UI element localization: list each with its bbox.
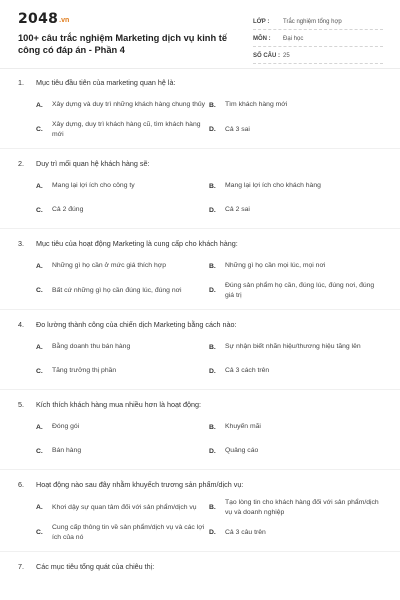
question-number: 1. bbox=[18, 78, 24, 87]
meta-value: Đại học bbox=[283, 35, 304, 42]
meta-label: SỐ CÂU : bbox=[253, 52, 280, 59]
answer-options bbox=[18, 257, 382, 300]
meta-label: LỚP : bbox=[253, 18, 270, 25]
answer-text: Bằng doanh thu bán hàng bbox=[52, 343, 131, 351]
answer-option-a[interactable] bbox=[36, 177, 209, 195]
answer-letter: C. bbox=[36, 206, 43, 214]
answer-text: Cả 2 sai bbox=[225, 206, 250, 214]
answer-option-b[interactable] bbox=[209, 418, 382, 436]
question-1 bbox=[0, 78, 400, 149]
question-number: 3. bbox=[18, 239, 24, 248]
document-meta bbox=[253, 14, 383, 65]
question-4 bbox=[0, 320, 400, 390]
question-text: Đo lường thành công của chiến dịch Marketing bằng cách nào: bbox=[36, 320, 237, 329]
answer-text: Quảng cáo bbox=[225, 447, 259, 455]
meta-count-row bbox=[253, 48, 383, 64]
answer-letter: A. bbox=[36, 343, 43, 351]
answer-letter: B. bbox=[209, 182, 216, 190]
answer-option-d[interactable] bbox=[209, 442, 382, 460]
answer-letter: B. bbox=[209, 423, 216, 431]
question-number: 2. bbox=[18, 159, 24, 168]
answer-letter: D. bbox=[209, 367, 216, 375]
answer-text: Những gì họ cần mọi lúc, mọi nơi bbox=[225, 262, 326, 270]
answer-letter: B. bbox=[209, 343, 216, 351]
answer-letter: C. bbox=[36, 529, 43, 536]
answer-option-d[interactable] bbox=[209, 362, 382, 380]
answer-text: Khơi dậy sự quan tâm đối với sản phẩm/dịch vụ bbox=[52, 503, 197, 511]
answer-text: Tìm khách hàng mới bbox=[225, 101, 288, 109]
answer-text: Cả 3 sai bbox=[225, 125, 250, 133]
question-divider bbox=[0, 389, 400, 390]
meta-class-row bbox=[253, 14, 383, 30]
answer-options bbox=[18, 418, 382, 460]
answer-letter: D. bbox=[209, 447, 216, 455]
question-number: 6. bbox=[18, 480, 24, 489]
answer-text: Cả 3 câu trên bbox=[225, 528, 266, 536]
brand-name: 2048 bbox=[18, 11, 59, 27]
answer-options bbox=[18, 338, 382, 380]
answer-text: Bán hàng bbox=[52, 447, 82, 455]
question-divider bbox=[0, 148, 400, 149]
answer-letter: D. bbox=[209, 206, 216, 214]
answer-text: Tạo lòng tin cho khách hàng đối với sản phẩm/dịch vụ và doanh nghiệp bbox=[225, 499, 379, 516]
answer-option-b[interactable] bbox=[209, 338, 382, 356]
answer-letter: B. bbox=[209, 262, 216, 270]
question-number: 4. bbox=[18, 320, 24, 329]
answer-options bbox=[18, 498, 382, 542]
answer-text: Mang lại lợi ích cho công ty bbox=[52, 182, 135, 190]
answer-text: Đúng sản phẩm họ cần, đúng lúc, đúng nơi, đúng giá trị bbox=[225, 282, 375, 299]
question-divider bbox=[0, 228, 400, 229]
answer-option-d[interactable] bbox=[209, 120, 382, 139]
answer-letter: C. bbox=[36, 126, 43, 133]
answer-text: Mang lại lợi ích cho khách hàng bbox=[225, 182, 321, 190]
answer-option-d[interactable] bbox=[209, 523, 382, 542]
answer-text: Sự nhận biết nhãn hiệu/thương hiệu tăng lên bbox=[225, 343, 361, 351]
answer-option-c[interactable] bbox=[36, 120, 209, 139]
answer-letter: D. bbox=[209, 126, 216, 133]
answer-letter: B. bbox=[209, 101, 216, 109]
header-divider bbox=[0, 68, 400, 69]
answer-option-b[interactable] bbox=[209, 498, 382, 517]
answer-letter: C. bbox=[36, 287, 43, 294]
answer-option-a[interactable] bbox=[36, 498, 209, 517]
answer-letter: A. bbox=[36, 182, 43, 190]
answer-option-a[interactable] bbox=[36, 96, 209, 114]
answer-option-b[interactable] bbox=[209, 96, 382, 114]
question-text: Mục tiêu của hoạt động Marketing là cung cấp cho khách hàng: bbox=[36, 239, 238, 248]
answer-letter: C. bbox=[36, 447, 43, 455]
answer-options bbox=[18, 96, 382, 139]
answer-text: Khuyến mãi bbox=[225, 423, 261, 431]
answer-letter: C. bbox=[36, 367, 43, 375]
question-3 bbox=[0, 239, 400, 310]
question-list bbox=[0, 78, 400, 580]
answer-option-b[interactable] bbox=[209, 177, 382, 195]
answer-letter: B. bbox=[209, 504, 216, 511]
page-header bbox=[0, 0, 400, 68]
answer-option-c[interactable] bbox=[36, 362, 209, 380]
question-5 bbox=[0, 400, 400, 470]
answer-options bbox=[18, 177, 382, 219]
answer-option-c[interactable] bbox=[36, 523, 209, 542]
answer-text: Bất cứ những gì họ cần đúng lúc, đúng nơi bbox=[52, 286, 182, 294]
answer-text: Cả 2 đúng bbox=[52, 206, 84, 214]
question-divider bbox=[0, 551, 400, 552]
answer-option-d[interactable] bbox=[209, 201, 382, 219]
question-text: Các mục tiêu tổng quát của chiêu thị: bbox=[36, 562, 155, 571]
answer-text: Những gì họ cần ở mức giá thích hợp bbox=[52, 262, 166, 270]
question-6 bbox=[0, 480, 400, 552]
answer-option-a[interactable] bbox=[36, 338, 209, 356]
answer-text: Xây dựng và duy trì những khách hàng chung thủy bbox=[52, 101, 206, 109]
question-text: Kích thích khách hàng mua nhiều hơn là hoạt động: bbox=[36, 400, 201, 409]
meta-value: Trắc nghiệm tổng hợp bbox=[283, 18, 342, 25]
question-text: Mục tiêu đầu tiên của marketing quan hệ là: bbox=[36, 78, 176, 87]
answer-option-d[interactable] bbox=[209, 281, 382, 300]
question-divider bbox=[0, 309, 400, 310]
question-7 bbox=[0, 562, 400, 572]
answer-option-c[interactable] bbox=[36, 442, 209, 460]
answer-option-a[interactable] bbox=[36, 257, 209, 275]
answer-letter: A. bbox=[36, 423, 43, 431]
answer-option-b[interactable] bbox=[209, 257, 382, 275]
answer-letter: A. bbox=[36, 101, 43, 109]
brand-domain: .vn bbox=[59, 17, 70, 24]
meta-label: MÔN : bbox=[253, 35, 271, 42]
question-text: Duy trì mối quan hệ khách hàng sẽ: bbox=[36, 159, 150, 168]
answer-letter: D. bbox=[209, 287, 216, 294]
answer-text: Tăng trưởng thị phần bbox=[52, 367, 117, 375]
answer-text: Đóng gói bbox=[52, 423, 80, 431]
question-number: 7. bbox=[18, 562, 24, 571]
answer-option-c[interactable] bbox=[36, 201, 209, 219]
answer-text: Cả 3 cách trên bbox=[225, 367, 270, 375]
answer-letter: A. bbox=[36, 504, 43, 511]
meta-subject-row bbox=[253, 31, 383, 47]
document-title: 100+ câu trắc nghiệm Marketing dịch vụ kinh tế công có đáp án - Phần 4 bbox=[18, 33, 227, 55]
answer-option-a[interactable] bbox=[36, 418, 209, 436]
meta-value: 25 bbox=[283, 52, 290, 59]
answer-text: Cung cấp thông tin về sản phẩm/dịch vụ và các lợi ích của nó bbox=[52, 524, 205, 541]
answer-letter: D. bbox=[209, 529, 216, 536]
question-2 bbox=[0, 159, 400, 229]
question-number: 5. bbox=[18, 400, 24, 409]
answer-text: Xây dựng, duy trì khách hàng cũ, tìm khách hàng mới bbox=[52, 121, 201, 138]
answer-option-c[interactable] bbox=[36, 281, 209, 300]
answer-letter: A. bbox=[36, 262, 43, 270]
question-text: Hoạt động nào sau đây nhằm khuyếch trương sản phẩm/dịch vụ: bbox=[36, 480, 244, 489]
question-divider bbox=[0, 469, 400, 470]
